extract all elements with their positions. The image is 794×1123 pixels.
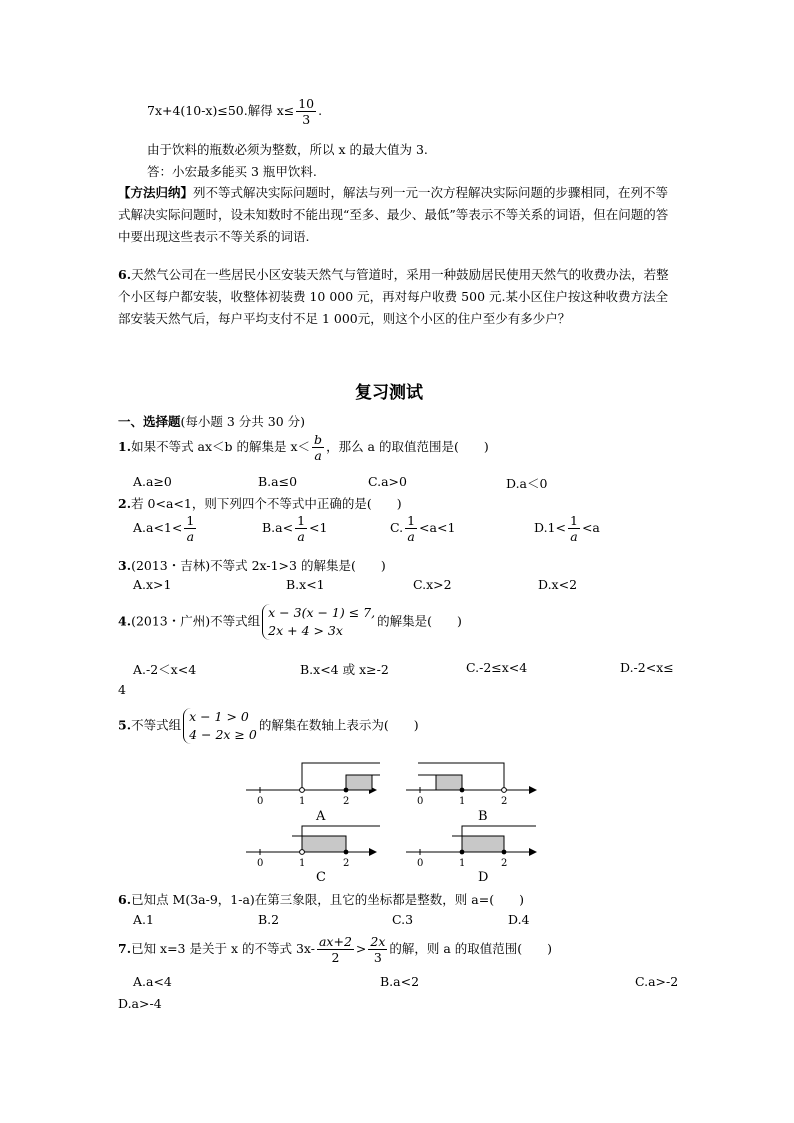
solution-line-1-end: . [318, 103, 323, 118]
figure-b [406, 763, 536, 824]
q7-option-c: C.a>-2 [635, 974, 679, 989]
fraction-denominator: 3 [302, 112, 311, 127]
q7-option-d: D.a>-4 [118, 996, 162, 1011]
solution-line-1-text: 7x+4(10-x)≤50.解得 x≤ [147, 103, 295, 118]
fraction-1-a [405, 513, 417, 544]
fraction-denominator: a [314, 448, 322, 463]
question-1 [118, 432, 489, 463]
tick-label-0: 0 [257, 796, 264, 807]
tick-label-2: 2 [501, 858, 508, 869]
q4-option-a: A.-2＜x<4 [133, 662, 197, 677]
fraction-numerator: ax+2 [318, 934, 352, 949]
fraction-denominator: 2 [331, 950, 340, 965]
closed-point [502, 850, 507, 855]
closed-point [344, 788, 349, 793]
question-number: 6. [118, 892, 132, 907]
shaded-region [302, 836, 346, 852]
q7-option-a: A.a<4 [133, 974, 172, 989]
question-text: (2013・广州)不等式组 [131, 613, 261, 629]
q2-option-d [534, 513, 600, 544]
option-text-end: <a<1 [419, 520, 456, 535]
method-summary [118, 182, 680, 248]
q6-option-c: C.3 [392, 912, 414, 927]
question-text-end: 的解集是( ) [377, 613, 462, 629]
question-text: 如果不等式 ax＜b 的解集是 x＜ [131, 439, 311, 454]
fraction-numerator: 1 [186, 513, 195, 528]
figure-label-c: C [316, 870, 326, 884]
option-text: C. [390, 520, 404, 535]
fraction-denominator: 3 [373, 950, 382, 965]
fraction-denominator: a [186, 529, 195, 544]
option-text: D.1< [534, 520, 566, 535]
option-text: A.a<1< [133, 520, 183, 535]
shaded-region [462, 836, 504, 852]
tick-label-2: 2 [501, 796, 508, 807]
question-6 [118, 890, 524, 908]
q3-option-c: C.x>2 [413, 577, 452, 592]
open-point [300, 850, 305, 855]
question-text: 不等式组 [131, 717, 182, 733]
q2-option-b [262, 513, 327, 544]
greater-than-sign: > [355, 941, 367, 956]
option-text: B.a< [262, 520, 294, 535]
question-text: 天然气公司在一些居民小区安装天然气与管道时，采用一种鼓励居民使用天然气的收费办法，若整个小区每户都安装，收整体初装费 10 000 元，再对每户收费 500 元.某小区住户按这种收费方法全部安装天然气后，每户平均支付不足 1 000元，则这个小区的住户至少有多少户？ [118, 267, 669, 326]
q4-option-d-wrap: 4 [118, 682, 126, 697]
question-text-end: 的解，则 a 的取值范围( ) [389, 941, 553, 956]
fraction-denominator: a [297, 529, 305, 544]
question-text: 若 0<a<1，则下列四个不等式中正确的是( ) [131, 496, 402, 511]
option-text-end: <a [581, 520, 600, 535]
figure-label-d: D [478, 870, 489, 884]
question-number: 6. [118, 267, 132, 282]
q3-option-d: D.x<2 [538, 577, 578, 592]
inequality-system [262, 604, 375, 640]
question-number: 5. [118, 717, 132, 733]
tick-label-2: 2 [343, 796, 350, 807]
fraction-1-a [184, 513, 196, 544]
solution-answer: 答：小宏最多能买 3 瓶甲饮料. [147, 164, 317, 179]
fraction-numerator: 1 [297, 513, 306, 528]
question-number: 3. [118, 558, 132, 573]
fraction-denominator: a [570, 529, 578, 544]
fraction-b-a [312, 432, 324, 463]
fraction-2x-3 [368, 934, 387, 965]
q1-option-a: A.a≥0 [133, 474, 172, 489]
q4-option-b: B.x<4 或 x≥-2 [300, 662, 389, 677]
method-text: 列不等式解决实际问题时，解法与列一元一次方程解决实际问题的步骤相同，在列不等式解决实际问题时，设未知数时不能出现“至多、最少、最低”等表示不等关系的词语，但在问题的答中要出现这些表示不等关系的词语. [118, 185, 669, 244]
inequality-system [183, 708, 257, 744]
figure-label-b: B [478, 809, 488, 824]
number-line-figure [244, 760, 546, 884]
fraction-denominator: a [407, 529, 415, 544]
tick-label-1: 1 [299, 858, 306, 869]
question-text: (2013・吉林)不等式 2x-1>3 的解集是( ) [131, 558, 386, 573]
shaded-region [436, 775, 462, 790]
question-number: 2. [118, 496, 132, 511]
question-4 [118, 604, 462, 640]
closed-point [460, 850, 465, 855]
q1-option-b: B.a≤0 [258, 474, 298, 489]
tick-label-1: 1 [459, 796, 466, 807]
question-number: 7. [118, 941, 132, 956]
q4-option-c: C.-2≤x<4 [466, 660, 528, 675]
question-3 [118, 556, 386, 574]
fraction-numerator: 2x [370, 934, 386, 949]
system-line-1: x − 1 > 0 [189, 709, 249, 724]
q1-option-c: C.a>0 [368, 474, 407, 489]
system-line-2: 4 − 2x ≥ 0 [189, 727, 257, 742]
q2-option-a [133, 513, 198, 544]
fraction-1-a [568, 513, 580, 544]
q7-option-b: B.a<2 [380, 974, 420, 989]
q6-option-d: D.4 [508, 912, 530, 927]
question-text: 已知点 M(3a-9，1-a)在第三象限，且它的坐标都是整数，则 a=( ) [131, 892, 524, 907]
question-number: 1. [118, 439, 132, 454]
shaded-region [346, 775, 372, 790]
figure-c [246, 826, 380, 884]
q6-option-a: A.1 [133, 912, 154, 927]
solution-line-1 [147, 96, 322, 127]
tick-label-1: 1 [299, 796, 306, 807]
fraction-numerator: 10 [298, 96, 315, 111]
fraction-ax2-2 [317, 934, 354, 965]
figure-a [246, 763, 380, 824]
method-tag: 【方法归纳】 [118, 185, 194, 200]
question-5 [118, 708, 419, 744]
closed-point [344, 850, 349, 855]
q3-option-b: B.x<1 [286, 577, 325, 592]
tick-label-0: 0 [417, 858, 424, 869]
section-heading-note: (每小题 3 分共 30 分) [180, 414, 306, 429]
tick-label-0: 0 [417, 796, 424, 807]
question-2 [118, 494, 402, 512]
solution-line-2: 由于饮料的瓶数必须为整数，所以 x 的最大值为 3. [147, 142, 428, 157]
figure-d [406, 826, 536, 884]
question-text-end: 的解集在数轴上表示为( ) [258, 717, 419, 733]
q1-option-d: D.a＜0 [506, 476, 548, 491]
question-text: 已知 x=3 是关于 x 的不等式 3x- [131, 941, 315, 956]
fraction-numerator: 1 [569, 513, 578, 528]
question-7 [118, 934, 552, 965]
figure-label-a: A [316, 809, 326, 824]
system-line-1: x − 3(x − 1) ≤ 7, [268, 605, 376, 620]
question-text-end: ，那么 a 的取值范围是( ) [326, 439, 489, 454]
system-line-2: 2x + 4 > 3x [268, 623, 343, 638]
closed-point [460, 788, 465, 793]
fraction-1-a [295, 513, 307, 544]
tick-label-2: 2 [343, 858, 350, 869]
q4-option-d: D.-2<x≤ [620, 660, 674, 675]
tick-label-1: 1 [459, 858, 466, 869]
option-text-end: <1 [309, 520, 328, 535]
q6-option-b: B.2 [258, 912, 280, 927]
open-point [300, 788, 305, 793]
q2-option-c [390, 513, 455, 544]
fraction-10-3 [296, 96, 316, 127]
section-heading [118, 412, 305, 430]
q3-option-a: A.x>1 [133, 577, 172, 592]
open-point [502, 788, 507, 793]
question-6-gas [118, 264, 680, 330]
section-title: 复习测试 [355, 383, 423, 403]
tick-label-0: 0 [257, 858, 264, 869]
fraction-numerator: b [314, 432, 323, 447]
fraction-numerator: 1 [407, 513, 416, 528]
section-heading-text: 一、选择题 [118, 414, 181, 429]
question-number: 4. [118, 613, 132, 629]
